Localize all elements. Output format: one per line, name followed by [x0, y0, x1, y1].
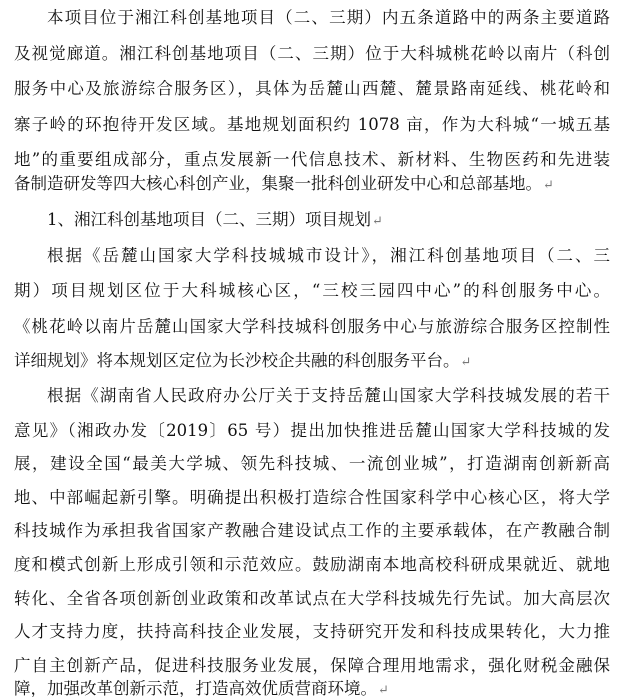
text-line: 及视觉廊道。湘江科创基地项目（二、三期）位于大科城桃花岭以南片（科创	[14, 44, 610, 63]
paragraph-mark-icon: ↵	[543, 178, 554, 193]
text-line: 《桃花岭以南片岳麓山国家大学科技城科创服务中心与旅游综合服务区控制性	[14, 317, 610, 336]
text-line: 地”的重要组成部分，重点发展新一代信息技术、新材料、生物医药和先进装	[14, 150, 610, 169]
section-heading: 1、湘江科创基地项目（二、三期）项目规划↵	[47, 210, 383, 229]
paragraph-mark-icon: ↵	[372, 214, 383, 229]
text-line: 地、中部崛起新引擎。明确提出积极打造综合性国家科学中心核心区，将大学	[14, 488, 610, 507]
text-line: 期）项目规划区位于大科城核心区，“三校三园四中心”的科创服务中心。	[14, 281, 610, 300]
text-line: 根据《湖南省人民政府办公厅关于支持岳麓山国家大学科技城发展的若干	[47, 386, 610, 405]
text-line: 意见》（湘政办发〔2019〕65 号）提出加快推进岳麓山国家大学科技城的发	[14, 421, 610, 440]
text-line: 广自主创新产品，促进科技服务业发展，保障合理用地需求，强化财税金融保	[14, 656, 610, 675]
paragraph-mark-icon: ↵	[460, 355, 472, 370]
text-line: 详细规划》将本规划区定位为长沙校企共融的科创服务平台。↵	[14, 351, 472, 370]
text-line: 转化、全省各项创新创业政策和改革试点在大学科技城先行先试。加大高层次	[14, 589, 610, 608]
text-line: 科技城作为承担我省国家产教融合建设试点工作的主要承载体，在产教融合制	[14, 521, 610, 540]
text-line: 备制造研发等四大核心科创产业，集聚一批科创业研发中心和总部基地。↵	[14, 174, 554, 193]
text-line: 根据《岳麓山国家大学科技城城市设计》，湘江科创基地项目（二、三	[47, 246, 610, 265]
text-line: 服务中心及旅游综合服务区），具体为岳麓山西麓、麓景路南延线、桃花岭和	[14, 79, 610, 98]
paragraph-mark-icon: ↵	[378, 683, 389, 697]
text-line: 度和模式创新上形成引领和示范效应。鼓励湖南本地高校科研成果就近、就地	[14, 555, 610, 574]
text-line: 本项目位于湘江科创基地项目（二、三期）内五条道路中的两条主要道路	[47, 8, 610, 27]
text-line: 人才支持力度，扶持高科技企业发展，支持研究开发和科技成果转化，大力推	[14, 622, 610, 641]
text-line: 寨子岭的环抱待开发区域。基地规划面积约 1078 亩，作为大科城“一城五基	[14, 115, 610, 134]
text-line: 障，加强改革创新示范，打造高效优质营商环境。↵	[14, 679, 389, 697]
text-line: 展，建设全国“最美大学城、领先科技城、一流创业城”，打造湖南创新新高	[14, 454, 610, 473]
